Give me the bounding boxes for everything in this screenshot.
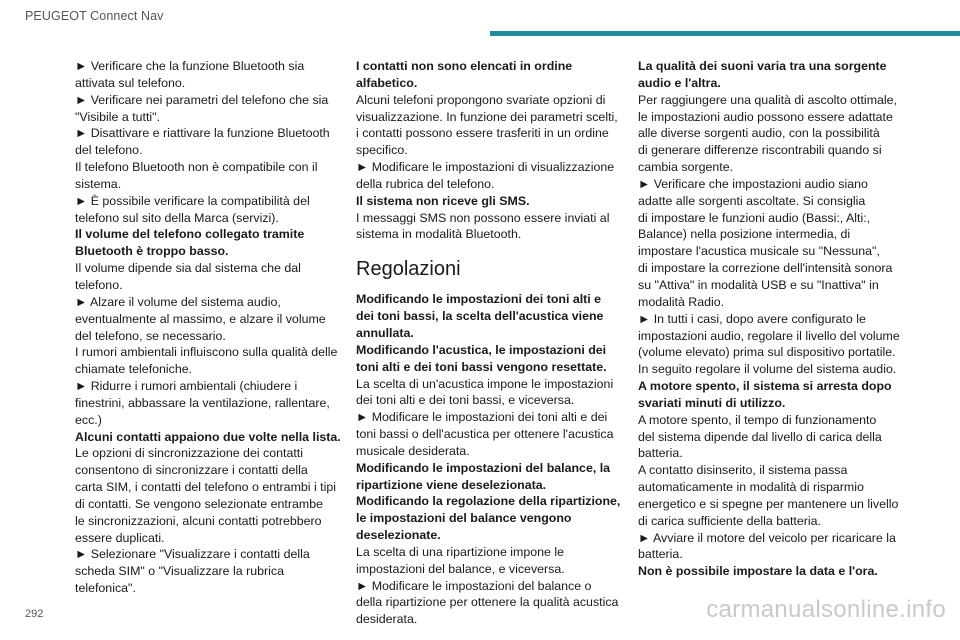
- text-line: ► Verificare nei parametri del telefono che sia: [75, 92, 329, 107]
- text-line: sistema in modalità Bluetooth.: [356, 227, 522, 242]
- bold-text-line: Alcuni contatti appaiono due volte nella lista.: [75, 429, 341, 444]
- text-line: ► Modificare le impostazioni di visualizzazione: [356, 160, 615, 175]
- text-line: scheda SIM" o "Visualizzare la rubrica: [75, 564, 284, 579]
- text-line: ► Disattivare e riattivare la funzione Bluetooth: [75, 126, 330, 141]
- text-line: toni bassi o dell'acustica per ottenere l'acustica: [356, 427, 614, 442]
- text-line: della rubrica del telefono.: [356, 176, 495, 191]
- text-line: alle diverse sorgenti audio, con la possibilità: [638, 126, 880, 141]
- text-line: di contatti. Se vengono selezionate entrambe: [75, 496, 323, 511]
- bold-text-line: alfabetico.: [356, 75, 418, 90]
- text-line: di generare differenze riscontrabili quando si: [638, 143, 882, 158]
- text-line: specifico.: [356, 143, 408, 158]
- text-line: batteria.: [638, 446, 683, 461]
- text-line: telefono.: [75, 277, 123, 292]
- text-line: impostazioni audio, regolare il livello del volume: [638, 328, 900, 343]
- header-accent-bar: [490, 31, 960, 36]
- bold-text-line: Modificando le impostazioni dei toni alti e: [356, 292, 602, 307]
- text-column-3: [638, 58, 906, 580]
- text-line: telefonica".: [75, 581, 136, 596]
- text-line: Balance) nella posizione intermedia, di: [638, 227, 851, 242]
- text-line: consentono di sincronizzare i contatti della: [75, 463, 308, 478]
- text-line: ► Modificare le impostazioni del balance o: [356, 578, 592, 593]
- text-line: carta SIM, i contatti del telefono o entrambi i tipi: [75, 480, 337, 495]
- bold-text-line: Il sistema non riceve gli SMS.: [356, 193, 530, 208]
- text-line: telefono sul sito della Marca (servizi).: [75, 210, 279, 225]
- text-line: energetico e si spegne per mantenere un livello: [638, 496, 899, 511]
- text-line: ► È possibile verificare la compatibilità del: [75, 193, 310, 208]
- text-line: ecc.): [75, 412, 102, 427]
- text-line: In seguito regolare il volume del sistema audio.: [638, 362, 897, 377]
- bold-text-line: Bluetooth è troppo basso.: [75, 244, 229, 259]
- running-header-title: PEUGEOT Connect Nav: [25, 9, 164, 23]
- bold-text-line: Il volume del telefono collegato tramite: [75, 227, 305, 242]
- text-line: dei toni alti e dei toni bassi, e viceversa.: [356, 393, 575, 408]
- text-line: eventualmente al massimo, e alzare il volume: [75, 311, 326, 326]
- text-line: sistema.: [75, 176, 122, 191]
- text-line: ► Ridurre i rumori ambientali (chiudere i: [75, 379, 298, 394]
- text-line: La scelta di una ripartizione impone le: [356, 544, 565, 559]
- text-line: modalità Radio.: [638, 294, 725, 309]
- bold-text-line: dei toni bassi, la scelta dell'acustica viene: [356, 309, 604, 324]
- text-line: I rumori ambientali influiscono sulla qualità delle: [75, 345, 338, 360]
- text-line: Le opzioni di sincronizzazione dei contatti: [75, 446, 303, 461]
- text-line: ► Verificare che impostazioni audio siano: [638, 176, 868, 191]
- text-line: impostare l'acustica musicale su "Nessuna",: [638, 244, 880, 259]
- text-line: del sistema dipende dal livello di carica della: [638, 429, 882, 444]
- site-watermark: carmanualsonline.info: [706, 596, 946, 623]
- text-line: ► Avviare il motore del veicolo per ricaricare la: [638, 530, 896, 545]
- text-line: cambia sorgente.: [638, 160, 734, 175]
- bold-text-line: ripartizione viene deselezionata.: [356, 477, 547, 492]
- text-line: impostazioni del balance, e viceversa.: [356, 561, 565, 576]
- bold-text-line: Modificando l'acustica, le impostazioni dei: [356, 342, 607, 357]
- text-line: adatte alle sorgenti ascoltate. Si consiglia: [638, 193, 866, 208]
- text-line: ► Alzare il volume del sistema audio,: [75, 294, 281, 309]
- text-line: Alcuni telefoni propongono svariate opzioni di: [356, 92, 606, 107]
- bold-text-line: I contatti non sono elencati in ordine: [356, 59, 573, 73]
- text-line: Il volume dipende sia dal sistema che dal: [75, 261, 301, 276]
- text-line: A contatto disinserito, il sistema passa: [638, 463, 848, 478]
- text-line: batteria.: [638, 547, 683, 562]
- bold-text-line: svariati minuti di utilizzo.: [638, 395, 786, 410]
- text-line: desiderata.: [356, 612, 418, 627]
- text-line: ► Verificare che la funzione Bluetooth sia: [75, 59, 305, 73]
- text-line: chiamate telefoniche.: [75, 362, 193, 377]
- text-line: Per raggiungere una qualità di ascolto ottimale,: [638, 92, 897, 107]
- text-line: di carica sufficiente della batteria.: [638, 513, 821, 528]
- text-line: I messaggi SMS non possono essere inviati al: [356, 210, 610, 225]
- bold-text-line: Modificando le impostazioni del balance, la: [356, 460, 611, 475]
- text-line: Il telefono Bluetooth non è compatibile con il: [75, 160, 318, 175]
- text-line: ► In tutti i casi, dopo avere configurato le: [638, 311, 866, 326]
- section-heading-regolazioni: Regolazioni: [356, 258, 461, 281]
- page-number: 292: [25, 608, 44, 620]
- text-line: ► Modificare le impostazioni dei toni alti e dei: [356, 410, 608, 425]
- text-line: i contatti possono essere trasferiti in un ordine: [356, 126, 609, 141]
- bold-text-line: A motore spento, il sistema si arresta dopo: [638, 379, 892, 394]
- text-line: del telefono.: [75, 143, 143, 158]
- column-2-before-heading: [356, 58, 624, 243]
- bold-text-line: toni alti e dei toni bassi vengono resettate.: [356, 359, 607, 374]
- text-line: le sincronizzazioni, alcuni contatti potrebbero: [75, 513, 322, 528]
- text-line: del telefono, se necessario.: [75, 328, 226, 343]
- text-column-2: [356, 58, 624, 628]
- bold-text-line: deselezionate.: [356, 528, 441, 543]
- bold-text-line: le impostazioni del balance vengono: [356, 511, 572, 526]
- text-line: attivata sul telefono.: [75, 75, 186, 90]
- text-line: essere duplicati.: [75, 530, 165, 545]
- bold-text-line: Modificando la regolazione della ripartizione,: [356, 494, 621, 509]
- bold-text-line: La qualità dei suoni varia tra una sorgente: [638, 59, 887, 73]
- column-2-after-heading: [356, 291, 624, 628]
- text-line: (volume elevato) prima sul dispositivo portatile.: [638, 345, 896, 360]
- text-line: della ripartizione per ottenere la qualità acustica: [356, 595, 619, 610]
- text-line: visualizzazione. In funzione dei parametri scelti,: [356, 109, 618, 124]
- text-line: ► Selezionare "Visualizzare i contatti della: [75, 547, 310, 562]
- text-line: finestrini, abbassare la ventilazione, rallentare,: [75, 395, 330, 410]
- text-line: La scelta di un'acustica impone le impostazioni: [356, 376, 614, 391]
- text-line: "Visibile a tutti".: [75, 109, 161, 124]
- text-line: di impostare le funzioni audio (Bassi:, Alti:,: [638, 210, 871, 225]
- bold-text-line: audio e l'altra.: [638, 75, 721, 90]
- text-column-1: [75, 58, 343, 597]
- bold-text-line: Non è possibile impostare la data e l'ora.: [638, 564, 878, 579]
- text-line: su "Attiva" in modalità USB e su "Inattiva" in: [638, 277, 879, 292]
- text-line: di impostare la correzione dell'intensità sonora: [638, 261, 893, 276]
- text-line: le impostazioni audio possono essere adattate: [638, 109, 893, 124]
- text-line: A motore spento, il tempo di funzionamento: [638, 412, 877, 427]
- text-line: automaticamente in modalità di risparmio: [638, 480, 864, 495]
- bold-text-line: annullata.: [356, 325, 414, 340]
- text-line: musicale desiderata.: [356, 443, 470, 458]
